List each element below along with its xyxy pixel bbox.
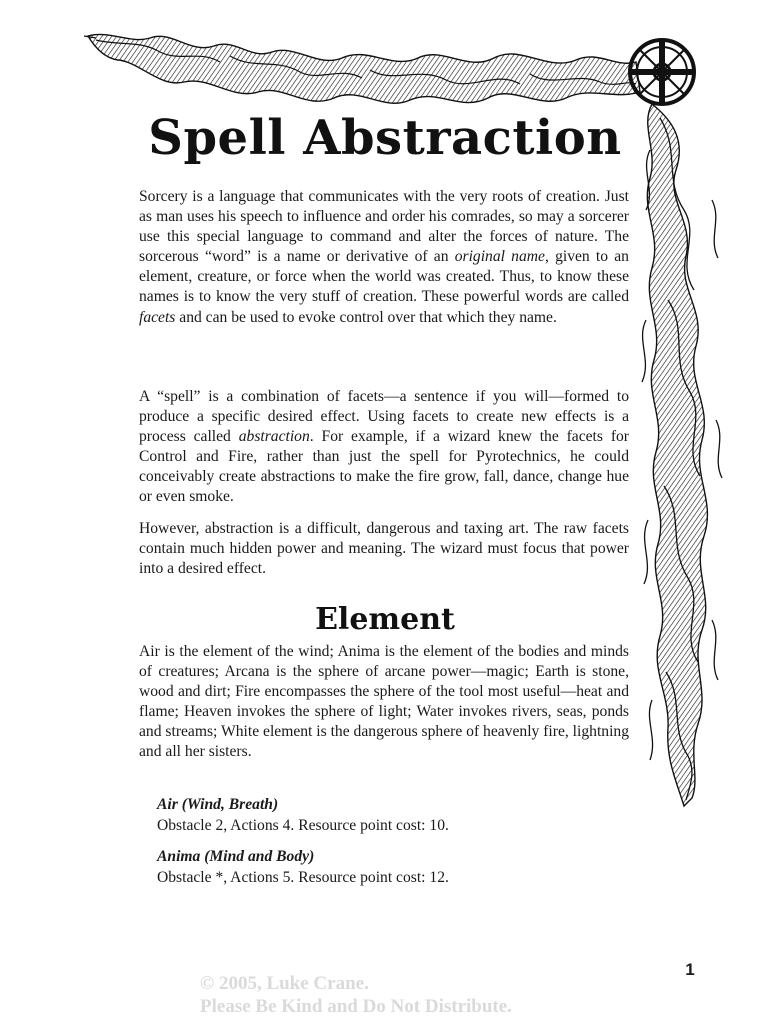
entry-title: Anima (Mind and Body): [157, 848, 315, 865]
text-run: . For example, if a wizard knew the facets for Control and Fire, rather than just the spell for Pyrotechnics, he could conceivably create abstractions to make the fire grow, fall, dance, change hue or even smoke.: [139, 428, 629, 506]
watermark-line-1: © 2005, Luke Crane.: [200, 973, 369, 994]
italic-term-facets: facets: [139, 308, 176, 326]
right-flame-column: [647, 104, 707, 806]
italic-term-original-name: original name: [454, 248, 545, 266]
copyright-watermark: [200, 972, 620, 1018]
italic-term-abstraction: abstraction: [238, 428, 310, 446]
element-paragraph: Air is the element of the wind; Anima is the element of the bodies and minds of creatures; Arcana is the sphere of arcane power—magic; Earth is stone, wood and dirt; Fire encompasses the sphere of the tool most useful—heat and flame; Heaven invokes the sphere of light; Water invokes rivers, seas, ponds and streams; White element is the dangerous sphere of heavenly fire, lightning and all her sisters.: [139, 643, 629, 761]
entry-description: Obstacle 2, Actions 4. Resource point cost: 10.: [157, 817, 449, 834]
text-run: A “spell” is a combination of facets—a sentence if you will—formed to produce a specific desired effect. Using facets to create new effects is a process called: [139, 388, 629, 446]
element-entry-anima: [157, 846, 627, 888]
intro-paragraph-3: However, abstraction is a difficult, dangerous and taxing art. The raw facets contain much hidden power and meaning. The wizard must focus that power into a desired effect.: [139, 520, 629, 578]
top-flame-band: [88, 34, 640, 103]
text-run: Sorcery is a language that communicates with the very roots of creation. Just as man uses his speech to influence and order his comrades, so may a sorcerer use this special language to command and alter the forces of nature. The sorcerous “word” is a name or derivative of an: [139, 188, 629, 266]
intro-paragraph-1: [139, 187, 629, 328]
page-title: Spell Abstraction: [148, 110, 622, 166]
entry-title: Air (Wind, Breath): [157, 796, 279, 813]
watermark-line-2: Please Be Kind and Do Not Distribute.: [200, 996, 512, 1017]
page-number: 1: [685, 960, 695, 979]
element-entry-air: [157, 794, 627, 836]
wheel-emblem-icon: [630, 40, 694, 104]
entry-description: Obstacle *, Actions 5. Resource point cost: 12.: [157, 869, 449, 886]
text-run: and can be used to evoke control over that which they name.: [175, 308, 557, 326]
text-run: , given to an element, creature, or force when the world was created. Thus, to know these names is to know the very stuff of creation. These powerful words are called: [139, 248, 629, 306]
intro-paragraph-2: [139, 387, 629, 508]
section-heading-element: Element: [315, 602, 455, 637]
